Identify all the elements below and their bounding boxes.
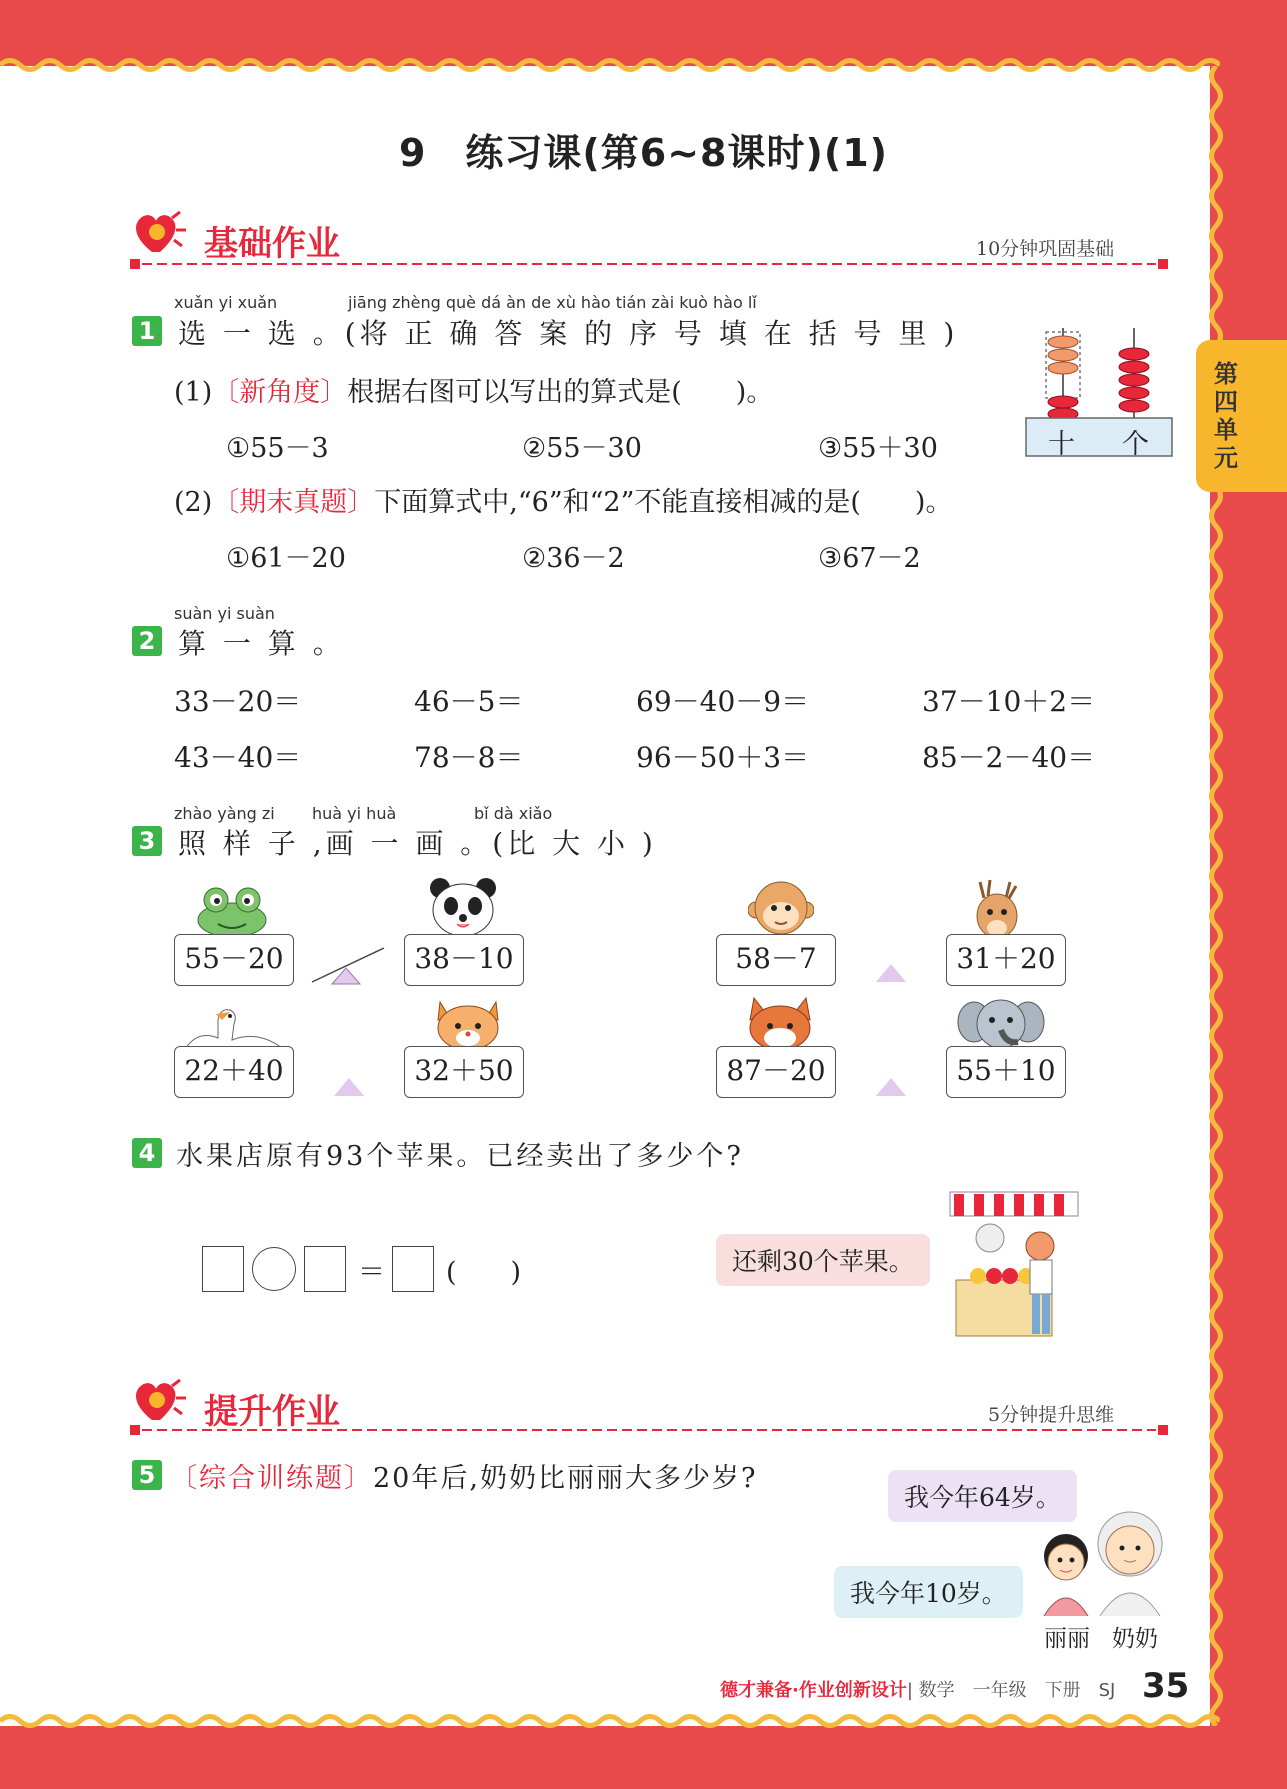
side-tab-char: 单 bbox=[1214, 416, 1238, 444]
q2-pinyin: suàn yi suàn bbox=[174, 604, 275, 623]
footer-brand: 德才兼备·作业创新设计 bbox=[720, 1680, 907, 1701]
section-divider bbox=[130, 1424, 1170, 1436]
calc-expression: 96－50＋3＝ bbox=[636, 741, 810, 774]
speech-bubble-lili: 我今年10岁。 bbox=[834, 1566, 1023, 1618]
sub-question-text: 根据右图可以写出的算式是( )。 bbox=[347, 377, 774, 408]
q5-question bbox=[170, 1456, 757, 1495]
option[interactable]: ②55－30 bbox=[522, 433, 642, 464]
q4-question: 水果店原有93个苹果。已经卖出了多少个? bbox=[176, 1141, 744, 1172]
compare-card: 55＋10 bbox=[946, 1046, 1066, 1098]
label-lili: 丽丽 bbox=[1044, 1626, 1090, 1652]
speech-bubble-apples: 还剩30个苹果。 bbox=[716, 1234, 930, 1286]
section-divider bbox=[130, 258, 1170, 270]
new-angle-tag: 〔新角度〕 bbox=[212, 377, 348, 408]
option[interactable]: ③67－2 bbox=[818, 543, 921, 574]
q1-pinyin-a: xuǎn yi xuǎn bbox=[174, 293, 278, 312]
q2-instruction: 算 一 算 。 bbox=[178, 627, 345, 660]
option[interactable]: ②36－2 bbox=[522, 543, 625, 574]
calc-expression: 33－20＝ bbox=[174, 685, 302, 718]
calc-expression: 69－40－9＝ bbox=[636, 685, 810, 718]
calc-expression: 43－40＝ bbox=[174, 741, 302, 774]
compare-card: 31＋20 bbox=[946, 934, 1066, 986]
abacus-figure bbox=[1024, 322, 1174, 458]
question-number-badge: 1 bbox=[132, 316, 162, 346]
answer-box[interactable] bbox=[304, 1246, 346, 1292]
side-tab-char: 四 bbox=[1214, 388, 1238, 416]
compare-card: 32＋50 bbox=[404, 1046, 524, 1098]
q3-pinyin-c: bǐ dà xiǎo bbox=[474, 804, 553, 823]
equals-sign: ＝ bbox=[358, 1257, 385, 1288]
question-number-badge: 4 bbox=[132, 1138, 162, 1168]
compare-triangle[interactable] bbox=[876, 1078, 906, 1096]
q3-pinyin-b: huà yi huà bbox=[312, 804, 397, 823]
unit-side-tab-label bbox=[1196, 360, 1256, 472]
operator-circle[interactable] bbox=[252, 1247, 296, 1291]
answer-box[interactable] bbox=[202, 1246, 244, 1292]
speech-bubble-grandma: 我今年64岁。 bbox=[888, 1470, 1077, 1522]
heart-bulb-icon bbox=[130, 208, 188, 258]
cat-icon bbox=[428, 996, 508, 1052]
answer-box[interactable] bbox=[392, 1246, 434, 1292]
fruit-stall-illustration bbox=[948, 1190, 1080, 1338]
right-wavy-border bbox=[1205, 66, 1227, 1726]
goose-icon bbox=[178, 1000, 288, 1052]
q3-instruction: 照 样 子 ,画 一 画 。(比 大 小 ) bbox=[178, 827, 657, 860]
seesaw-example-icon bbox=[310, 946, 386, 986]
compare-card: 22＋40 bbox=[174, 1046, 294, 1098]
abacus-tens-label: 十 bbox=[1048, 429, 1075, 460]
compare-triangle[interactable] bbox=[876, 964, 906, 982]
option[interactable]: ①55－3 bbox=[226, 433, 329, 464]
question-number-badge: 5 bbox=[132, 1460, 162, 1490]
option[interactable]: ①61－20 bbox=[226, 543, 346, 574]
monkey-icon bbox=[748, 878, 814, 940]
q1-instruction: 选 一 选 。(将 正 确 答 案 的 序 号 填 在 括 号 里 ) bbox=[178, 317, 959, 350]
heart-bulb-icon bbox=[130, 1376, 188, 1426]
option[interactable]: ③55＋30 bbox=[818, 433, 938, 464]
footer-book-info: | 数学 一年级 下册 SJ bbox=[906, 1680, 1116, 1701]
question-number-badge: 2 bbox=[132, 626, 162, 656]
label-grandma: 奶奶 bbox=[1112, 1626, 1158, 1652]
footer-info bbox=[720, 1676, 1115, 1702]
q1-sub1 bbox=[174, 370, 773, 409]
compare-card: 38－10 bbox=[404, 934, 524, 986]
section-note-basic: 10分钟巩固基础 bbox=[976, 238, 1115, 260]
sub-prefix: (2) bbox=[174, 487, 213, 518]
panda-icon bbox=[426, 874, 500, 938]
q1-pinyin-b: jiāng zhèng què dá àn de xù hào tián zài kuò hào lǐ bbox=[348, 293, 757, 312]
deer-icon bbox=[960, 878, 1034, 940]
exam-tag: 〔期末真题〕 bbox=[212, 487, 375, 518]
question-number-badge: 3 bbox=[132, 826, 162, 856]
q3-pinyin-a: zhào yàng zi bbox=[174, 804, 275, 823]
calc-expression: 46－5＝ bbox=[414, 685, 524, 718]
compare-card: 87－20 bbox=[716, 1046, 836, 1098]
compare-card: 58－7 bbox=[716, 934, 836, 986]
q1-sub2 bbox=[174, 480, 952, 519]
section-title-advance: 提升作业 bbox=[204, 1392, 340, 1432]
compare-triangle[interactable] bbox=[334, 1078, 364, 1096]
frog-icon bbox=[192, 882, 272, 938]
unit-blank[interactable]: ( ) bbox=[446, 1257, 522, 1288]
side-tab-char: 第 bbox=[1214, 360, 1238, 388]
fox-icon bbox=[740, 994, 820, 1052]
girl-and-grandma-illustration bbox=[1020, 1500, 1170, 1618]
bottom-wavy-border bbox=[0, 1712, 1220, 1730]
elephant-icon bbox=[956, 994, 1046, 1054]
sub-question-text: 下面算式中,“6”和“2”不能直接相减的是( )。 bbox=[374, 487, 953, 518]
page-title: 9 练习课(第6~8课时)(1) bbox=[398, 131, 889, 175]
q5-text: 20年后,奶奶比丽丽大多少岁? bbox=[373, 1463, 758, 1494]
page-number: 35 bbox=[1142, 1666, 1190, 1706]
compare-card: 55－20 bbox=[174, 934, 294, 986]
calc-expression: 37－10＋2＝ bbox=[922, 685, 1096, 718]
section-note-advance: 5分钟提升思维 bbox=[988, 1404, 1115, 1426]
calc-expression: 85－2－40＝ bbox=[922, 741, 1096, 774]
abacus-ones-label: 个 bbox=[1122, 429, 1149, 460]
side-tab-char: 元 bbox=[1214, 444, 1238, 472]
comprehensive-tag: 〔综合训练题〕 bbox=[170, 1463, 373, 1494]
section-title-basic: 基础作业 bbox=[204, 224, 340, 264]
sub-prefix: (1) bbox=[174, 377, 213, 408]
top-wavy-border bbox=[0, 56, 1220, 74]
calc-expression: 78－8＝ bbox=[414, 741, 524, 774]
